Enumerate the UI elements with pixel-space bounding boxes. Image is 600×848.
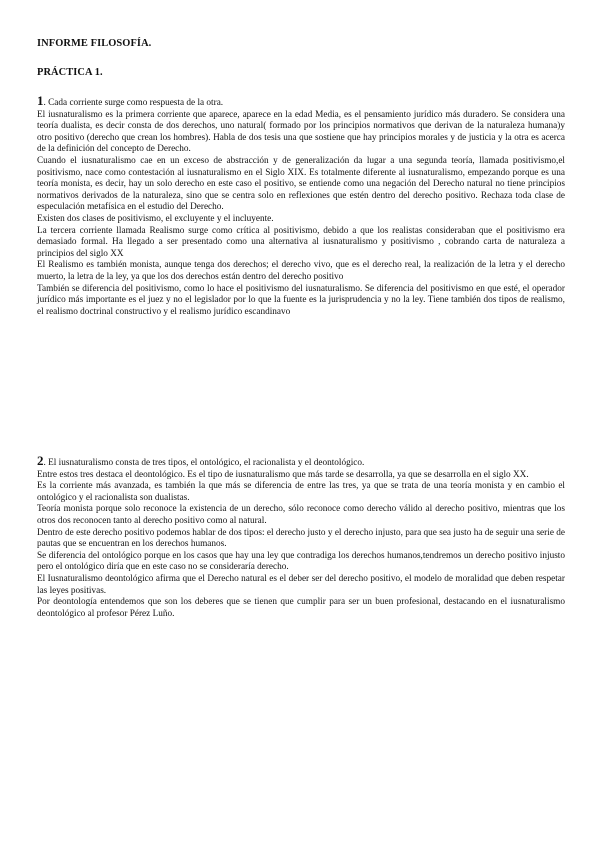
section-1 <box>37 95 565 318</box>
paragraph-positivismo: Cuando el iusnaturalismo cae en un exceso de abstracción y de generalización da lugar a una segunda teoría, llamada positivismo,el positivismo, nace como contestación al iusnaturalismo en el Siglo XIX. Es totalmente diferente al iusnaturalismo, empezando porque es una teoría monista, es decir, hay un solo derecho en este caso el positivo, se entiende como una negación del Derecho natural no tiene principios normativos derivados de la naturaleza, sino que se centra solo en reflexiones que estén dentro del derecho positivo. Rechaza toda clase de especulación metafísica en el estudio del Derecho. <box>37 155 565 213</box>
paragraph-realismo-diferencias: También se diferencia del positivismo, como lo hace el positivismo del iusnaturalismo. Se diferencia del positivismo en que esté, el operador jurídico más importante es el juez y no el legislador por lo que la fuente es la jurisprudencia y no la ley. Tiene también dos tipos de realismo, el realismo doctrinal constructivo y el realismo jurídico escandinavo <box>37 283 565 317</box>
paragraph-teoria-monista: Teoría monista porque solo reconoce la existencia de un derecho, sólo reconoce como derecho válido al derecho positivo, mientras que los otros dos reconocen tanto al derecho positivo como al natural. <box>37 504 565 526</box>
section-2-intro-text: . El iusnaturalismo consta de tres tipos, el ontológico, el racionalista y el deontológico. <box>43 458 365 468</box>
paragraph-realismo: La tercera corriente llamada Realismo surge como crítica al positivismo, debido a que los realistas consideraban que el positivismo era demasiado formal. Ha llegado a ser presentado como una alternativa al iusnaturalismo y positivismo , cobrando carta de naturaleza a principios del siglo XX <box>37 225 565 259</box>
section-1-intro-text: . Cada corriente surge como respuesta de la otra. <box>43 98 224 108</box>
paragraph-derecho-justo-injusto: Dentro de este derecho positivo podemos hablar de dos tipos: el derecho justo y el derecho injusto, para que sea justo ha de seguir una serie de pautas que se encuentran en los derechos humanos. <box>37 527 565 550</box>
document-title: INFORME FILOSOFÍA. <box>37 38 152 49</box>
section-1-intro <box>37 95 565 110</box>
paragraph-corriente-avanzada: Es la corriente más avanzada, es también la que más se diferencia de entre las tres, ya que se trata de una teoría monista y en cambio el ontológico y el racionalista son dualistas. <box>37 481 565 503</box>
paragraph-deber-ser: El Iusnaturalismo deontológico afirma que el Derecho natural es el deber ser del derecho positivo, el modelo de moralidad que deben respetar las leyes positivas. <box>37 573 565 596</box>
paragraph-clases-positivismo: Existen dos clases de positivismo, el excluyente y el incluyente. <box>37 213 274 224</box>
paragraph-iusnaturalismo: El iusnaturalismo es la primera corriente que aparece, aparece en la edad Media, es el pensamiento jurídico más duradero. Se considera una teoría dualista, es decir consta de dos derechos, uno natural( formado por los principios normativos que derivan de la naturaleza humana)y otro positivo (derecho que crean los hombres). Habla de dos tesis una que sostiene que hay principios morales y de justicia y la otra es acerca de la definición del concepto de Derecho. <box>37 109 565 155</box>
paragraph-diferencia-ontologico: Se diferencia del ontológico porque en los casos que hay una ley que contradiga los derechos humanos,tendremos un derecho positivo injusto pero el ontológico diría que en este caso no se consideraría derecho. <box>37 550 565 573</box>
paragraph-realismo-monista: El Realismo es también monista, aunque tenga dos derechos; el derecho vivo, que es el derecho real, la realización de la letra y el derecho muerto, la letra de la ley, ya que los dos derechos están dentro del derecho positivo <box>37 260 565 282</box>
paragraph-deontologia: Por deontología entendemos que son los deberes que se tienen que cumplir para ser un buen profesional, destacando en el iusnaturalismo deontológico al profesor Pérez Luño. <box>37 597 565 619</box>
section-2-intro <box>37 455 565 470</box>
section-2 <box>37 455 565 620</box>
section-2-number: 2 <box>37 453 44 468</box>
section-1-number: 1 <box>37 93 44 108</box>
practice-title: PRÁCTICA 1. <box>37 67 103 78</box>
paragraph-deontologico: Entre estos tres destaca el deontológico. Es el tipo de iusnaturalismo que más tarde se desarrolla, ya que se desarrolla en el siglo XX. <box>37 469 529 480</box>
